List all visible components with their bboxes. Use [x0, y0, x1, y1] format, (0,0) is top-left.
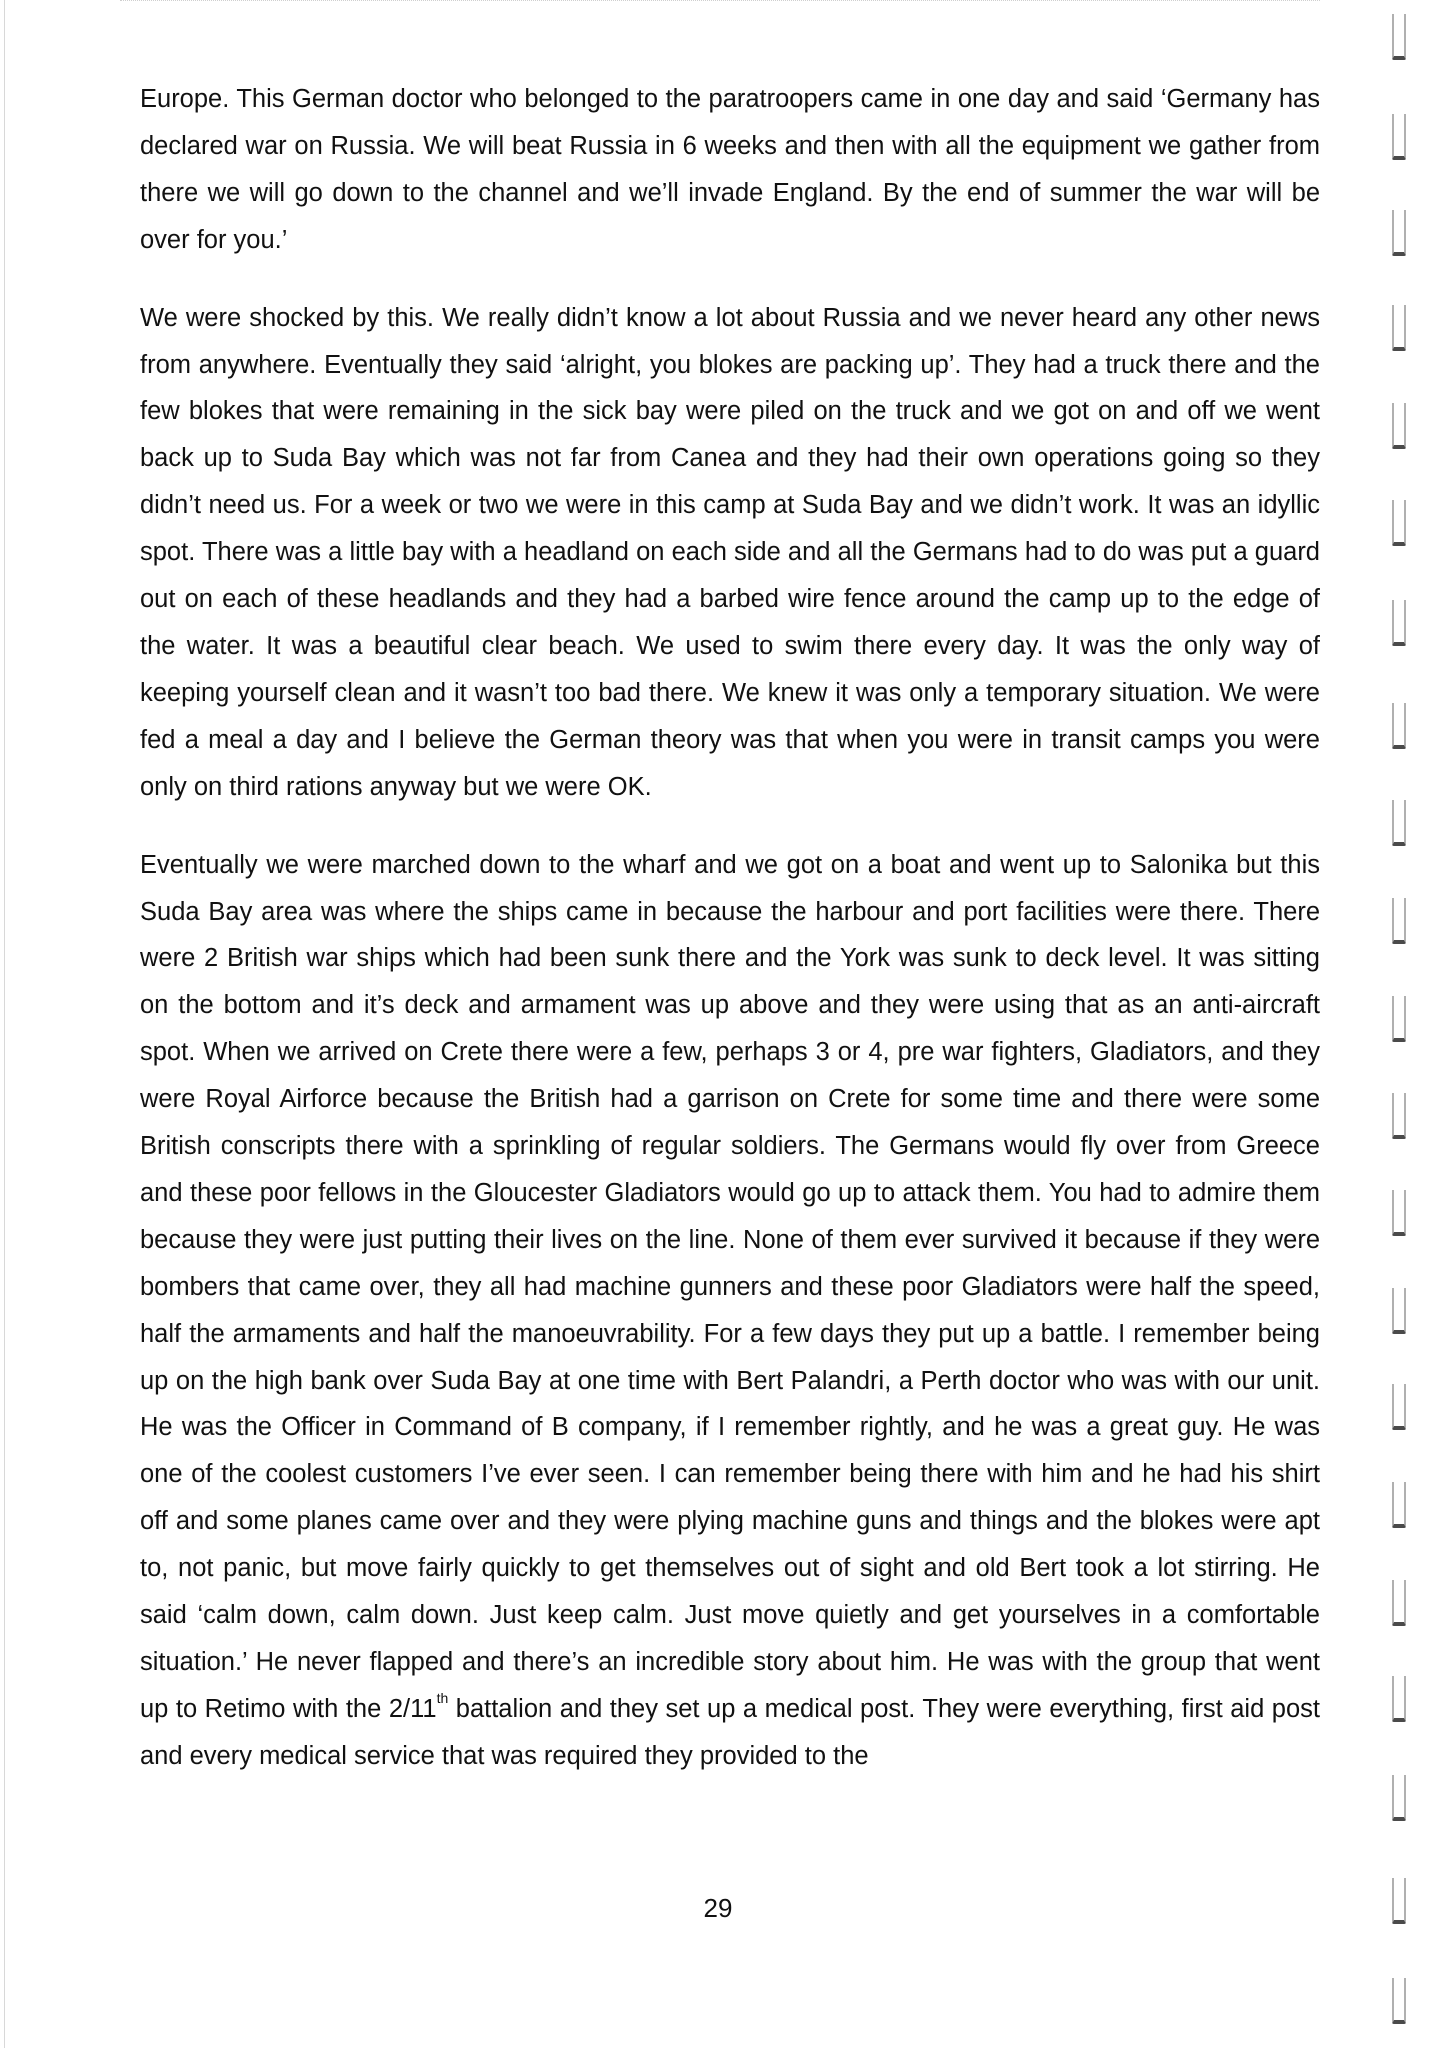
binding-tab: [1392, 114, 1406, 160]
page-left-edge: [4, 0, 5, 2048]
binding-tab: [1392, 1775, 1406, 1821]
binding-tab: [1392, 898, 1406, 944]
binding-tab: [1392, 305, 1406, 351]
body-text: [140, 76, 1320, 1811]
paragraph-2: We were shocked by this. We really didn’t know a lot about Russia and we never heard any other news from anywhere. Eventually they said ‘alright, you blokes are packing up’. They had a truck there and the few blokes that were remaining in the sick bay were piled on the truck and we got on and off we went back up to Suda Bay which was not far from Canea and they had their own operations going so they didn’t need us. For a week or two we were in this camp at Suda Bay and we didn’t work. It was an idyllic spot. There was a little bay with a headland on each side and all the Germans had to do was put a guard out on each of these headlands and they had a barbed wire fence around the camp up to the edge of the water. It was a beautiful clear beach. We used to swim there every day. It was the only way of keeping yourself clean and it wasn’t too bad there. We knew it was only a temporary situation. We were fed a meal a day and I believe the German theory was that when you were in transit camps you were only on third rations anyway but we were OK.: [140, 303, 1320, 801]
binding-tab: [1392, 14, 1406, 60]
ordinal-superscript: th: [436, 1690, 449, 1707]
paragraph-3-text-part-1: Eventually we were marched down to the wharf and we got on a boat and went up to Salonika but this Suda Bay area was where the ships came in because the harbour and port facilities were there. There were 2 British war ships which had been sunk there and the York was sunk to deck level. It was sitting on the bottom and it’s deck and armament was up above and they were using that as an anti-aircraft spot. When we arrived on Crete there were a few, perhaps 3 or 4, pre war fighters, Gladiators, and they were Royal Airforce because the British had a garrison on Crete for some time and there were some British conscripts there with a sprinkling of regular soldiers. The Germans would fly over from Greece and these poor fellows in the Gloucester Gladiators would go up to attack them. You had to admire them because they were just putting their lives on the line. None of them ever survived it because if they were bombers that came over, they all had machine gunners and these poor Gladiators were half the speed, half the armaments and half the manoeuvrability. For a few days they put up a battle. I remember being up on the high bank over Suda Bay at one time with Bert Palandri, a Perth doctor who was with our unit. He was the Officer in Command of B company, if I remember rightly, and he was a great guy. He was one of the coolest customers I’ve ever seen. I can remember being there with him and he had his shirt off and some planes came over and they were plying machine guns and things and the blokes were apt to, not panic, but move fairly quickly to get themselves out of sight and old Bert took a lot stirring. He said ‘calm down, calm down. Just keep calm. Just move quietly and get yourselves in a comfortable situation.’ He never flapped and there’s an incredible story about him. He was with the group that went up to Retimo with the 2/11: [140, 850, 1320, 1723]
binding-tab: [1392, 403, 1406, 449]
binding-tab: [1392, 1878, 1406, 1924]
paragraph-3: [140, 842, 1320, 1780]
paragraph-3-text-part-2: battalion and they set up a medical post. They were everything, first aid post and every medical service that was required they provided to the: [140, 1694, 1321, 1770]
binding-tabs: [1392, 0, 1416, 2048]
paragraph-1: Europe. This German doctor who belonged to the paratroopers came in one day and said ‘Germany has declared war on Russia. We will beat Russia in 6 weeks and then with all the equipment we gather from there we will go down to the channel and we’ll invade England. By the end of summer the war will be over for you.’: [140, 85, 1320, 254]
binding-tab: [1392, 1093, 1406, 1139]
binding-tab: [1392, 1190, 1406, 1236]
binding-tab: [1392, 1978, 1406, 2024]
binding-tab: [1392, 1384, 1406, 1430]
binding-tab: [1392, 600, 1406, 646]
binding-tab: [1392, 996, 1406, 1042]
binding-tab: [1392, 500, 1406, 546]
binding-tab: [1392, 1482, 1406, 1528]
binding-tab: [1392, 210, 1406, 256]
binding-tab: [1392, 703, 1406, 749]
binding-tab: [1392, 1580, 1406, 1626]
page-number: 29: [703, 1893, 733, 1923]
scan-top-edge-marks: [120, 0, 1320, 5]
binding-tab: [1392, 1676, 1406, 1722]
binding-tab: [1392, 800, 1406, 846]
binding-tab: [1392, 1288, 1406, 1334]
